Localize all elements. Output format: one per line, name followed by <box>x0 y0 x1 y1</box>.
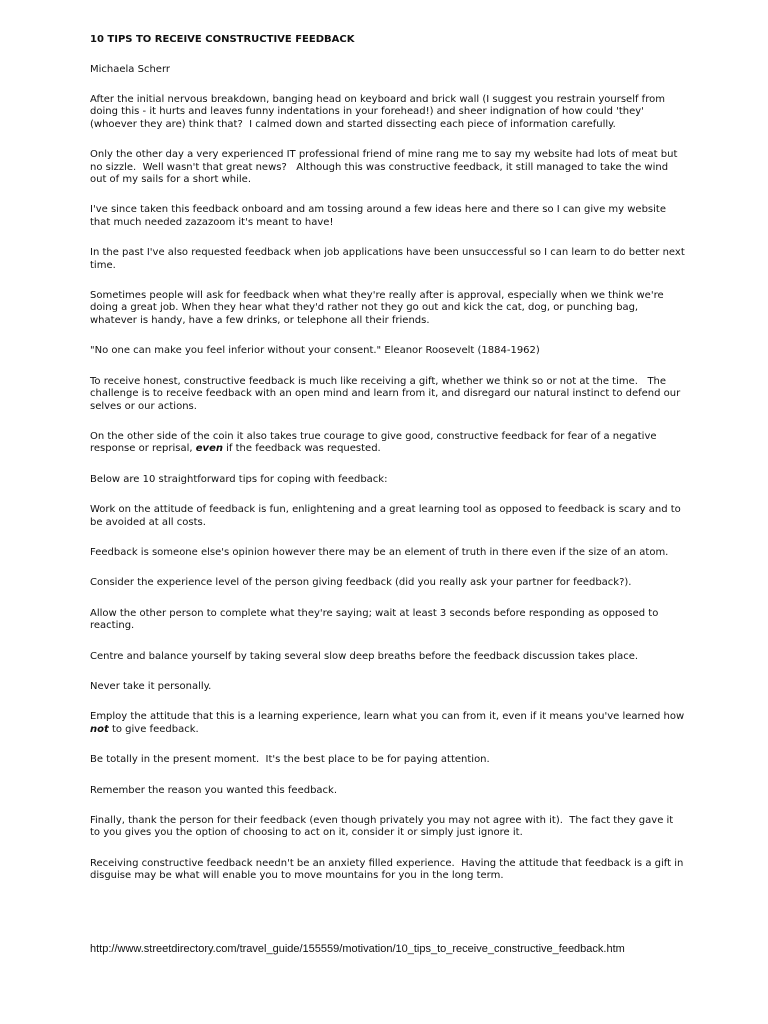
paragraph <box>90 577 686 589</box>
paragraph <box>90 431 686 456</box>
document-title: 10 TIPS TO RECEIVE CONSTRUCTIVE FEEDBACK <box>90 34 355 45</box>
paragraph <box>90 149 686 186</box>
emphasized-text: not <box>90 723 109 735</box>
paragraph-text: Never take it personally. <box>90 680 212 692</box>
paragraph <box>90 681 686 693</box>
document-body <box>90 34 686 901</box>
paragraph <box>90 94 686 131</box>
author-name: Michaela Scherr <box>90 64 170 75</box>
paragraph <box>90 247 686 272</box>
paragraph-list <box>90 94 686 883</box>
paragraph-text: To receive honest, constructive feedback is much like receiving a gift, whether we think so or not at the time. The challenge is to receive feedback with an open mind and learn from it, and disregard our natural instinct to defend our selves or our actions. <box>90 375 684 412</box>
paragraph <box>90 785 686 797</box>
paragraph-text: Below are 10 straightforward tips for coping with feedback: <box>90 473 388 485</box>
paragraph-text: Finally, thank the person for their feedback (even though privately you may not agree with it). The fact they gave it to you gives you the option of choosing to act on it, consider it or simply just ignore it. <box>90 815 677 839</box>
paragraph-text: Remember the reason you wanted this feedback. <box>90 784 338 796</box>
paragraph-text: Allow the other person to complete what they're saying; wait at least 3 seconds before responding as opposed to reacting. <box>90 607 662 632</box>
paragraph-text: Employ the attitude that this is a learning experience, learn what you can from it, even if it means you've learned how <box>90 711 688 723</box>
paragraph <box>90 858 686 883</box>
paragraph <box>90 815 686 840</box>
paragraph <box>90 711 686 736</box>
paragraph <box>90 651 686 663</box>
paragraph <box>90 547 686 559</box>
paragraph-text: Be totally in the present moment. It's the best place to be for paying attention. <box>90 754 490 766</box>
paragraph-text: Consider the experience level of the person giving feedback (did you really ask your partner for feedback?). <box>90 577 632 589</box>
paragraph <box>90 376 686 413</box>
paragraph-text: In the past I've also requested feedback when job applications have been unsuccessful so I can learn to do better next time. <box>90 247 688 271</box>
paragraph <box>90 474 686 486</box>
paragraph-text: On the other side of the coin it also takes true courage to give good, constructive feedback for fear of a negative response or reprisal, <box>90 430 660 455</box>
paragraph <box>90 345 686 357</box>
paragraph-text: Receiving constructive feedback needn't be an anxiety filled experience. Having the attitude that feedback is a gift in disguise may be what will enable you to move mountains for you in the long term. <box>90 857 687 882</box>
paragraph <box>90 290 686 327</box>
paragraph <box>90 754 686 766</box>
paragraph <box>90 504 686 529</box>
emphasized-text: even <box>195 443 223 455</box>
paragraph <box>90 608 686 633</box>
paragraph-text: Feedback is someone else's opinion however there may be an element of truth in there even if the size of an atom. <box>90 546 669 558</box>
paragraph-text: Work on the attitude of feedback is fun, enlightening and a great learning tool as opposed to feedback is scary and to be avoided at all costs. <box>90 504 684 528</box>
paragraph-text: Only the other day a very experienced IT professional friend of mine rang me to say my website had lots of meat but no sizzle. Well wasn't that great news? Although this was constructive feedback, it still managed to take the wind out of my sails for a short while. <box>90 149 681 186</box>
paragraph-text: to give feedback. <box>108 723 199 735</box>
paragraph <box>90 204 686 229</box>
paragraph-text: After the initial nervous breakdown, banging head on keyboard and brick wall (I suggest you restrain yourself from doing this - it hurts and leaves funny indentations in your forehead!) and sheer indignation of how could 'they' (whoever they are) think that? I calmed down and started dissecting each piece of information carefully. <box>90 94 669 130</box>
paragraph-text: I've since taken this feedback onboard and am tossing around a few ideas here and there so I can give my website that much needed zazazoom it's meant to have! <box>90 204 670 228</box>
source-url: http://www.streetdirectory.com/travel_guide/155559/motivation/10_tips_to_receive_constructive_feedback.htm <box>90 943 625 955</box>
paragraph-text: "No one can make you feel inferior without your consent." Eleanor Roosevelt (1884-1962) <box>90 345 540 357</box>
paragraph-text: Sometimes people will ask for feedback when what they're really after is approval, especially when we think we're doing a great job. When they hear what they'd rather not they go out and kick the cat, dog, or punching bag, whatever is handy, have a few drinks, or telephone all their friends. <box>90 290 667 326</box>
paragraph-text: if the feedback was requested. <box>222 443 381 455</box>
paragraph-text: Centre and balance yourself by taking several slow deep breaths before the feedback discussion takes place. <box>90 650 639 662</box>
